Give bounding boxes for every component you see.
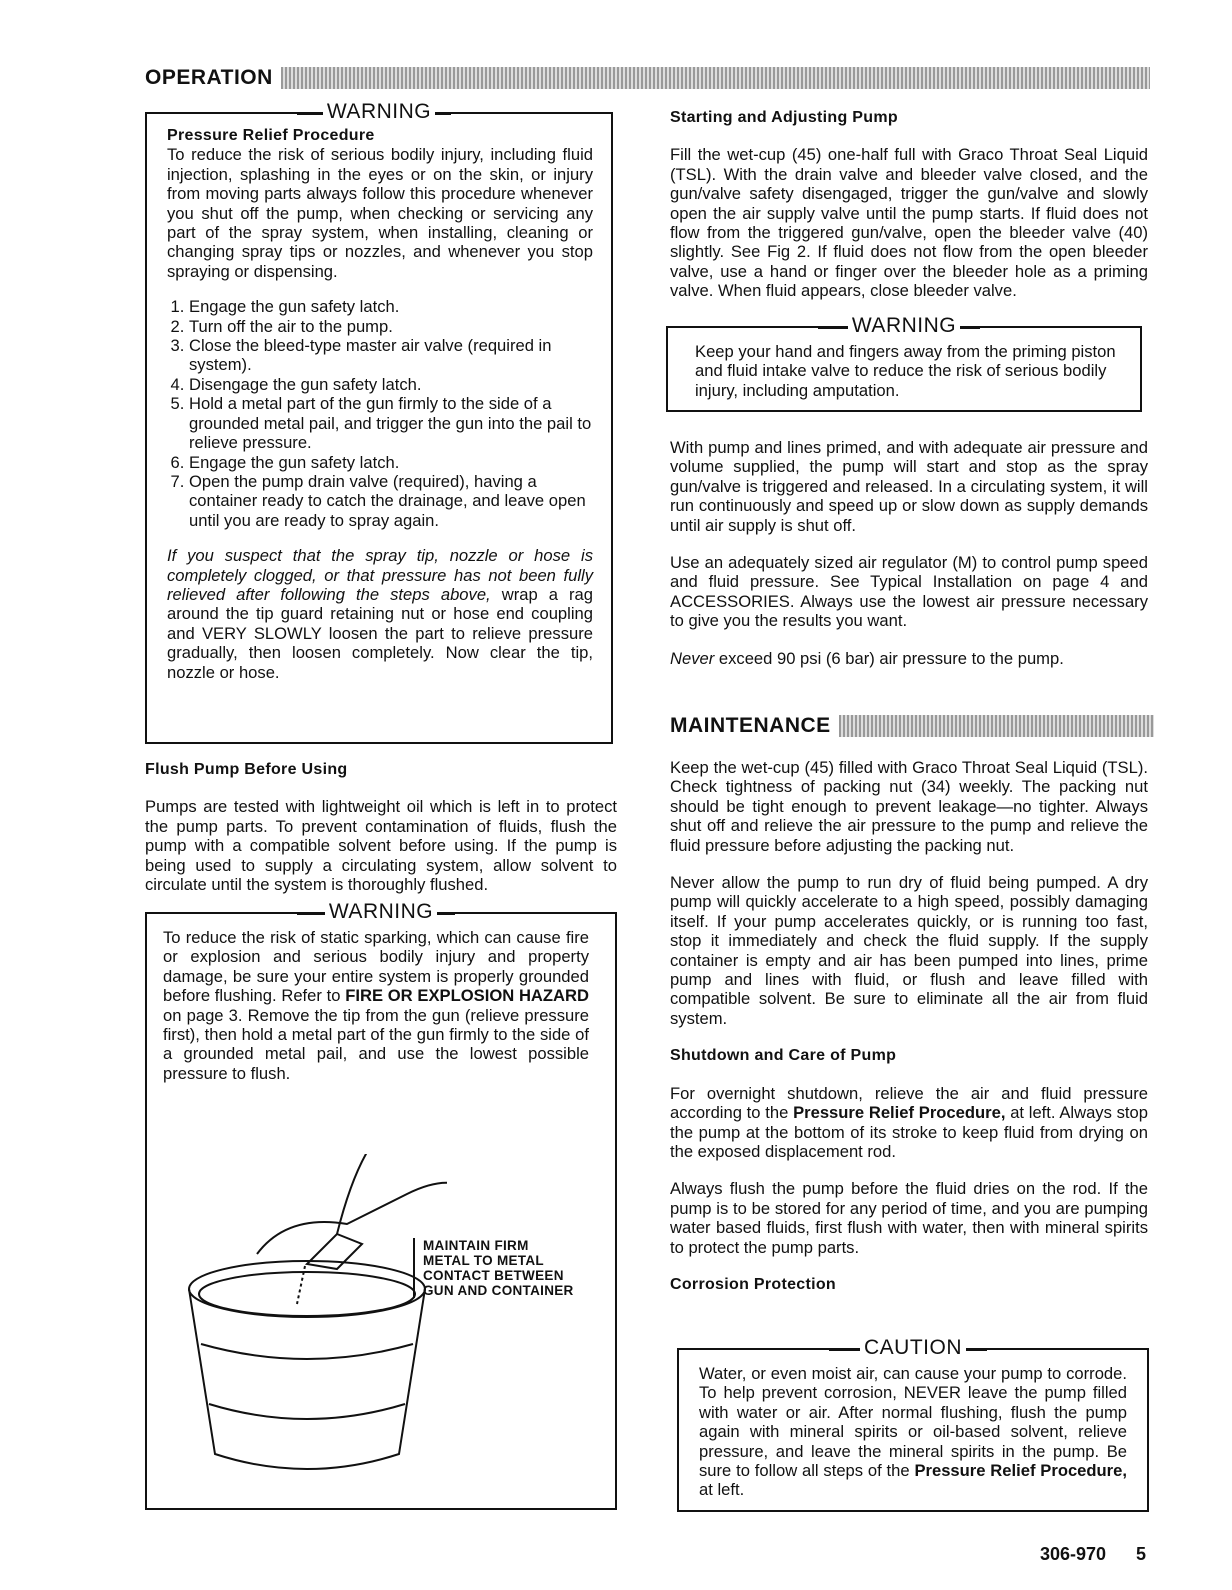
step-item: 5. Hold a metal part of the gun firmly to the side of a grounded metal pail, and trigger the gun into the pail to relieve pressure. xyxy=(189,394,593,452)
pressure-relief-steps xyxy=(167,297,593,530)
grounded-pail-illustration xyxy=(187,1154,447,1494)
clogged-tip-note: If you suspect that the spray tip, nozzle or hose is completely clogged, or that pressure has not been fully relieved after following the steps above, wrap a rag around the tip guard retaining nut or hose end coupling and VERY SLOWLY loosen the part to relieve pressure gradually, then loosen completely. Now clear the tip, nozzle or hose. xyxy=(167,546,593,682)
starting-section xyxy=(670,108,1148,319)
starting-text: Fill the wet-cup (45) one-half full with Graco Throat Seal Liquid (TSL). With the drain valve and bleeder valve closed, and the gun/valve safety disengaged, trigger the gun/valve and slowly open the air supply valve until the pump starts. If fluid does not flow from the triggered gun/valve, open the bleeder valve (40) slightly. See Fig 2. If fluid does not flow from the open bleeder valve, use a hand or finger over the bleeder hole as a priming valve. When fluid appears, close bleeder valve. xyxy=(670,145,1148,301)
corrosion-heading: Corrosion Protection xyxy=(670,1275,837,1293)
step-item: 1. Engage the gun safety latch. xyxy=(189,297,593,316)
pressure-relief-warning-box xyxy=(145,100,613,744)
pressure-relief-heading: Pressure Relief Procedure xyxy=(167,127,375,144)
warning-label: WARNING xyxy=(848,314,960,337)
shutdown-heading: Shutdown and Care of Pump xyxy=(670,1047,897,1065)
step-item: 6. Engage the gun safety latch. xyxy=(189,453,593,472)
operation-header xyxy=(145,66,1150,90)
regulator-text: Use an adequately sized air regulator (M) to control pump speed and fluid pressure. See Typical Installation on page 4 and ACCESSORIES. Always use the lowest air pressure necessary to give you the results you want. xyxy=(670,553,1148,631)
shutdown-text: For overnight shutdown, relieve the air and fluid pressure according to the Pressure Relief Procedure, at left. Always stop the pump at the bottom of its stroke to keep fluid from drying on the exposed displacement rod. xyxy=(670,1083,1148,1161)
ground-wire xyxy=(337,1154,372,1234)
header-shade-bar xyxy=(839,715,1154,737)
starting-heading: Starting and Adjusting Pump xyxy=(670,109,898,126)
static-sparking-warning-box xyxy=(145,900,617,1510)
flush-text: Pumps are tested with lightweight oil which is left in to protect the pump parts. To prevent contamination of fluids, flush the pump with a compatible solvent before using. If the pump is being used to supply a circulating system, allow solvent to circulate until the system is thoroughly flushed. xyxy=(145,797,617,895)
step-item: 4. Disengage the gun safety latch. xyxy=(189,375,593,394)
flush-section xyxy=(145,760,617,912)
caution-label: CAUTION xyxy=(860,1336,966,1359)
maintenance-title: MAINTENANCE xyxy=(670,714,831,737)
never-exceed-text: Never exceed 90 psi (6 bar) air pressure to the pump. xyxy=(670,648,1064,668)
document-number: 306-970 xyxy=(1040,1544,1107,1564)
step-item: 3. Close the bleed-type master air valve (required in system). xyxy=(189,336,593,375)
static-sparking-text: To reduce the risk of static sparking, which can cause fire or explosion and serious bodily injury and property damage, be sure your entire system is properly grounded before flushing. Refer to FIRE OR EXPLOSION HAZARD on page 3. Remove the tip from the gun (relieve pressure first), then hold a metal part of the gun firmly to the side of a grounded metal pail, and use the lowest possible pressure to flush. xyxy=(163,928,590,1083)
metal-contact-callout: MAINTAIN FIRM METAL TO METAL CONTACT BETWEEN GUN AND CONTAINER xyxy=(413,1238,574,1298)
header-shade-bar xyxy=(281,67,1150,89)
maintenance-header xyxy=(670,714,1154,738)
operation-title: OPERATION xyxy=(145,66,273,89)
corrosion-caution-box xyxy=(677,1336,1149,1512)
pail-rim-inner xyxy=(199,1272,415,1316)
shutdown-text-2: Always flush the pump before the fluid dries on the rod. If the pump is to be stored for any period of time, and you are pumping water based fluids, first flush with water, then with mineral spirits to protect the pump parts. xyxy=(670,1179,1148,1257)
step-item: 2. Turn off the air to the pump. xyxy=(189,317,593,336)
warning-label: WARNING xyxy=(325,900,437,923)
primed-text: With pump and lines primed, and with adequate air pressure and volume supplied, the pump will start and stop as the spray gun/valve is triggered and released. In a circulating system, it will run continuously and speed up or slow down as supply demands until air supply is shut off. xyxy=(670,438,1148,535)
page-number: 5 xyxy=(1136,1544,1147,1564)
step-item: 7. Open the pump drain valve (required), having a container ready to catch the drainage, and leave open until you are ready to spray again. xyxy=(189,472,593,530)
warning-label: WARNING xyxy=(323,100,435,123)
corrosion-caution-text: Water, or even moist air, can cause your pump to corrode. To help prevent corrosion, NEVER leave the pump filled with water or air. After normal flushing, flush the pump again with mineral spirits or oil-based solvent, relieve pressure, and leave the mineral spirits in the pump. Be sure to follow all steps of the Pressure Relief Procedure, at left. xyxy=(699,1364,1127,1500)
priming-piston-warning-box xyxy=(666,314,1142,412)
priming-warning-text: Keep your hand and fingers away from the priming piston and fluid intake valve to reduce the risk of serious bodily injury, including amputation. xyxy=(695,342,1116,400)
maintenance-text-2: Never allow the pump to run dry of fluid being pumped. A dry pump will quickly accelerate to a high speed, possibly damaging itself. If your pump accelerates quickly, or is running too fast, stop it immediately and check the fluid supply. If the supply container is empty and air has been pumped into lines, prime pump and lines with fluid, or flush and leave filled with compatible solvent. Be sure to eliminate all the air from fluid system. xyxy=(670,873,1148,1028)
operation-notes xyxy=(670,438,1148,686)
flush-heading: Flush Pump Before Using xyxy=(145,761,348,778)
maintenance-text-1: Keep the wet-cup (45) filled with Graco Throat Seal Liquid (TSL). Check tightness of packing nut (34) weekly. The packing nut should be tight enough to prevent leakage—no tighter. Always shut off and relieve the air pressure to the pump and relieve the fluid pressure before adjusting the packing nut. xyxy=(670,758,1148,855)
maintenance-section xyxy=(670,758,1148,1312)
pressure-relief-intro: To reduce the risk of serious bodily injury, including fluid injection, splashing in the eyes or on the skin, or injury from moving parts always follow this procedure whenever you shut off the pump, when checking or servicing any part of the spray system, when installing, cleaning or changing spray tips or nozzles, and whenever you stop spraying or dispensing. xyxy=(167,145,593,281)
